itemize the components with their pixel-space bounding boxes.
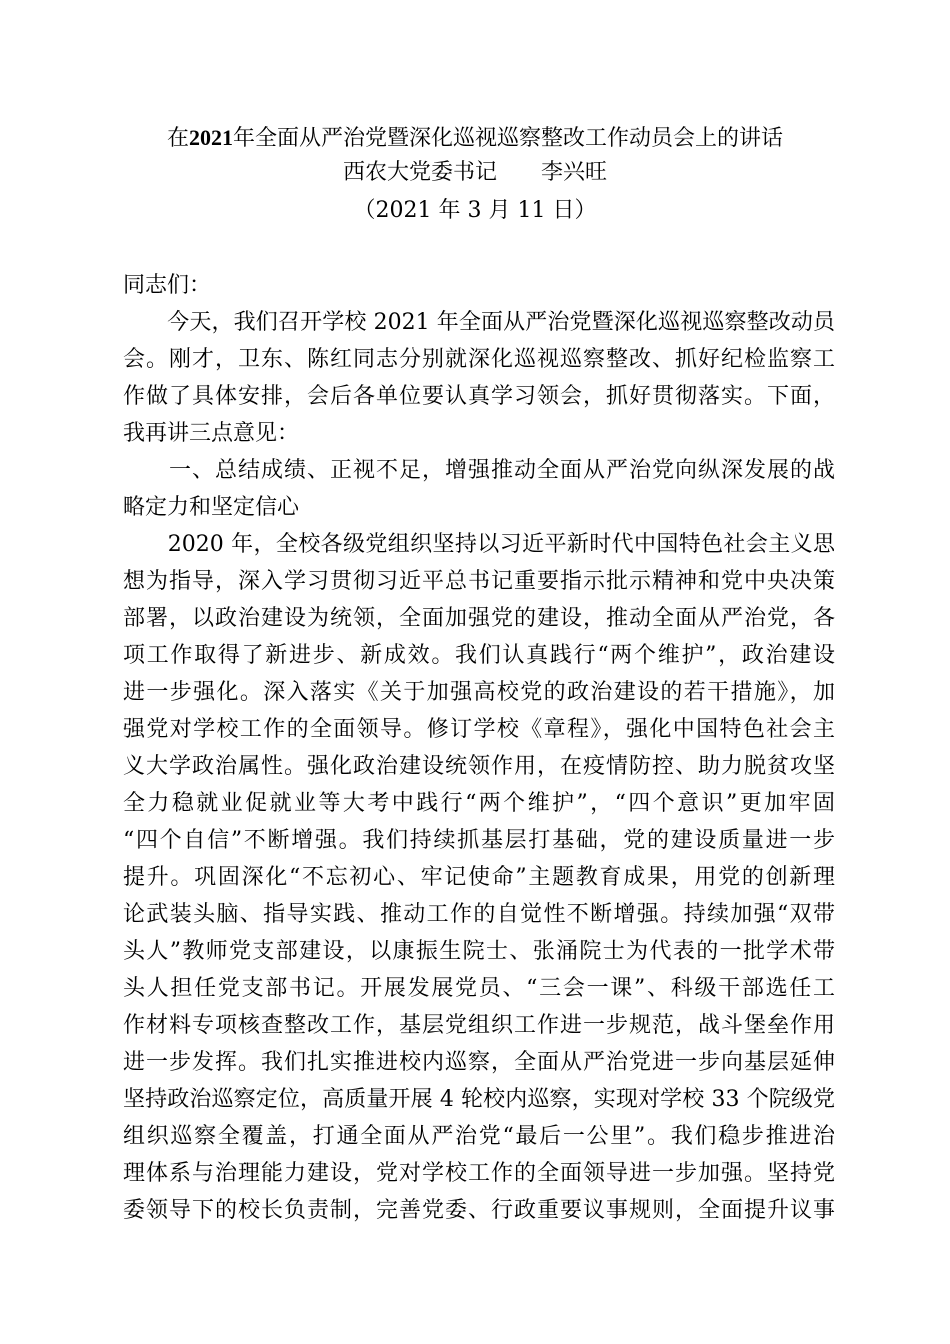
speaker-line: 西农大党委书记 李兴旺 xyxy=(342,160,607,185)
body-line: 项工作取得了新进步、新成效。我们认真践行“两个维护”，政治建设 xyxy=(123,643,835,668)
date-line: （2021 年 3 月 11 日） xyxy=(353,198,597,223)
body-line: 论武装头脑、指导实践、推动工作的自觉性不断增强。持续加强“双带 xyxy=(123,902,835,927)
body-line: 会。刚才，卫东、陈红同志分别就深化巡视巡察整改、抓好纪检监察工 xyxy=(123,347,835,372)
body-line: 头人担任党支部书记。开展发展党员、“三会一课”、科级干部选任工 xyxy=(123,976,835,1001)
body-line: 进一步强化。深入落实《关于加强高校党的政治建设的若干措施》，加 xyxy=(123,680,835,705)
body-line: 作材料专项核查整改工作，基层党组织工作进一步规范，战斗堡垒作用 xyxy=(123,1013,835,1038)
body-line: 一、总结成绩、正视不足，增强推动全面从严治党向纵深发展的战 xyxy=(123,458,835,483)
body-line: 作做了具体安排，会后各单位要认真学习领会，抓好贯彻落实。下面， xyxy=(123,384,835,409)
body-line: 我再讲三点意见： xyxy=(123,421,300,446)
body-line: 进一步发挥。我们扎实推进校内巡察，全面从严治党进一步向基层延伸 xyxy=(123,1050,835,1075)
body-line: 义大学政治属性。强化政治建设统领作用，在疫情防控、助力脱贫攻坚 xyxy=(123,754,835,779)
title-prefix: 在 xyxy=(166,126,189,151)
body-line: 理体系与治理能力建设，党对学校工作的全面领导进一步加强。坚持党 xyxy=(123,1161,835,1186)
body-line: 部署，以政治建设为统领，全面加强党的建设，推动全面从严治党，各 xyxy=(123,606,835,631)
title-year: 2021 xyxy=(189,125,233,150)
body-line: 全力稳就业促就业等大考中践行“两个维护”，“四个意识”更加牢固 xyxy=(123,791,835,816)
body-line: 头人”教师党支部建设，以康振生院士、张涌院士为代表的一批学术带 xyxy=(123,939,835,964)
title-suffix: 年全面从严治党暨深化巡视巡察整改工作动员会上的讲话 xyxy=(233,126,784,151)
body-line: 坚持政治巡察定位，高质量开展 4 轮校内巡察，实现对学校 33 个院级党 xyxy=(123,1087,835,1112)
document-title xyxy=(0,123,950,154)
salutation: 同志们： xyxy=(123,273,212,298)
body-line: 2020 年，全校各级党组织坚持以习近平新时代中国特色社会主义思 xyxy=(123,532,835,557)
body-line: 今天，我们召开学校 2021 年全面从严治党暨深化巡视巡察整改动员 xyxy=(123,310,835,335)
body-line: 提升。巩固深化“不忘初心、牢记使命”主题教育成果，用党的创新理 xyxy=(123,865,835,890)
body-line: 组织巡察全覆盖，打通全面从严治党“最后一公里”。我们稳步推进治 xyxy=(123,1124,835,1149)
body-line: “四个自信”不断增强。我们持续抓基层打基础，党的建设质量进一步 xyxy=(123,828,835,853)
body-line: 强党对学校工作的全面领导。修订学校《章程》，强化中国特色社会主 xyxy=(123,717,835,742)
body-line: 想为指导，深入学习贯彻习近平总书记重要指示批示精神和党中央决策 xyxy=(123,569,835,594)
body-line: 略定力和坚定信心 xyxy=(123,495,300,520)
body-line: 委领导下的校长负责制，完善党委、行政重要议事规则，全面提升议事 xyxy=(123,1198,835,1223)
